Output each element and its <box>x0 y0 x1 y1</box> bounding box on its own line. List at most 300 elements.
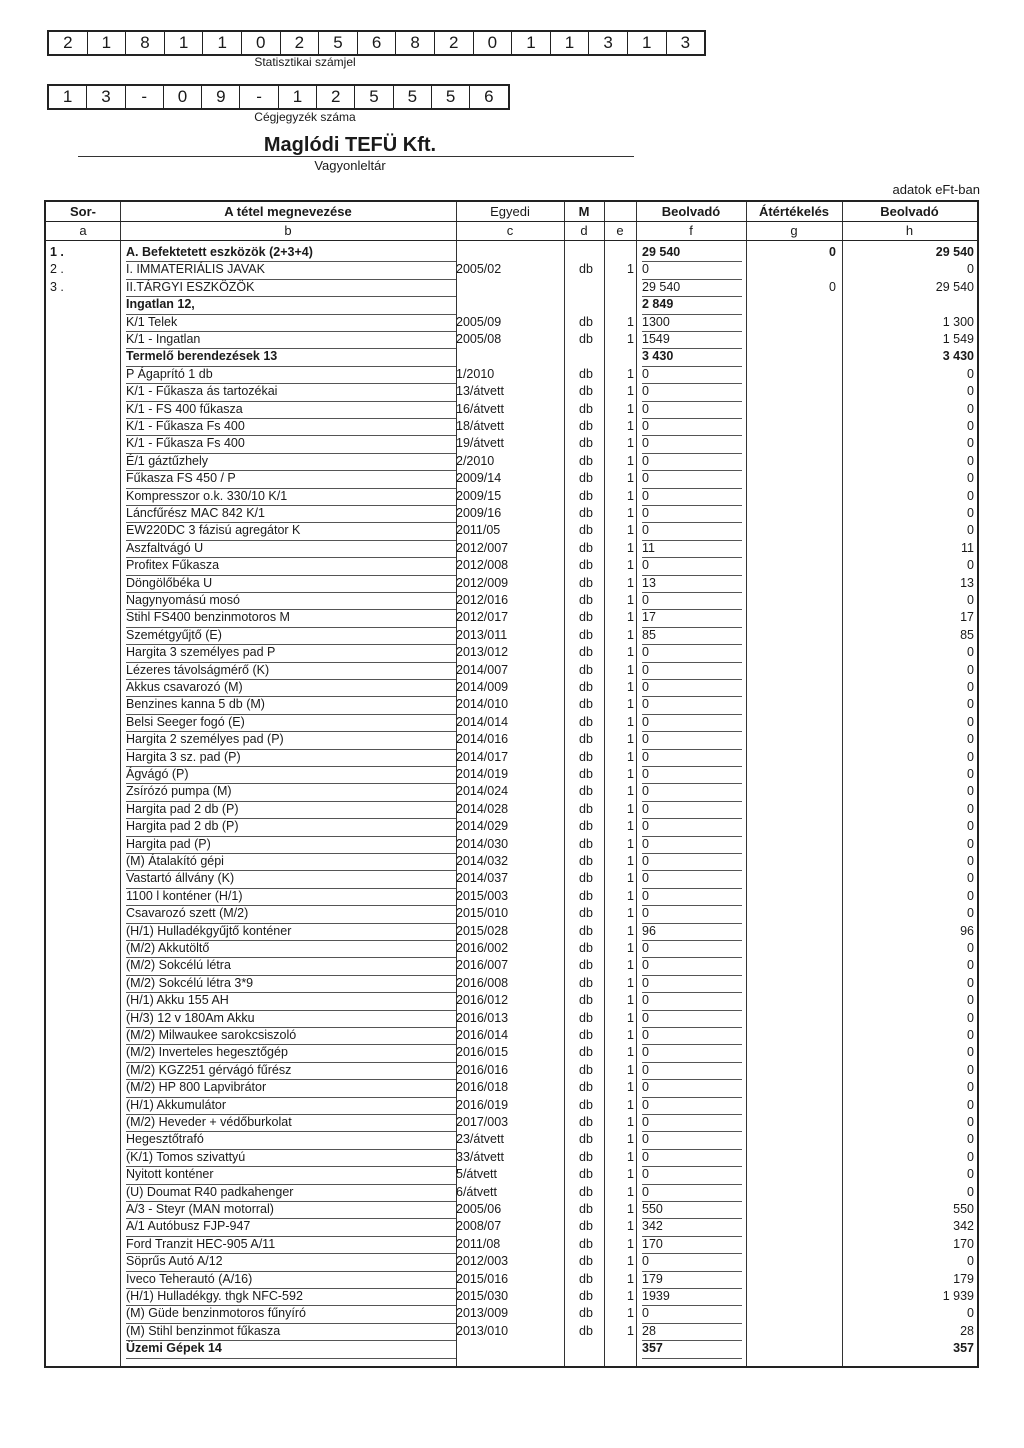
item-code: 23/átvett <box>456 1132 504 1147</box>
value-f: 0 <box>642 905 742 923</box>
item-unit: db <box>579 627 593 642</box>
value-h: 0 <box>967 680 974 694</box>
item-code: 2015/028 <box>456 923 509 938</box>
row-number <box>50 1218 100 1235</box>
table-row <box>46 1027 977 1044</box>
item-name: (M/2) Sokcélú létra <box>126 957 456 975</box>
item-unit: db <box>579 958 593 973</box>
table-row <box>46 314 977 331</box>
item-code: 1/2010 <box>456 366 495 381</box>
value-g <box>746 923 836 940</box>
item-name: Hargita pad (P) <box>126 836 456 854</box>
table-row <box>46 662 977 679</box>
item-unit: db <box>579 697 593 712</box>
table-row <box>46 331 977 348</box>
item-unit: db <box>579 1010 593 1025</box>
item-name: (M/2) Akkutöltő <box>126 940 456 958</box>
item-qty: 1 <box>627 1236 634 1251</box>
value-f: 0 <box>642 522 742 540</box>
item-name: Akkus csavarozó (M) <box>126 679 456 697</box>
value-h: 0 <box>967 871 974 886</box>
header-letter-row <box>46 221 977 241</box>
item-code: 2011/05 <box>456 523 501 538</box>
table-row <box>46 923 977 940</box>
value-f: 0 <box>642 418 742 436</box>
digit-box: 5 <box>355 86 393 108</box>
value-g <box>746 488 836 505</box>
item-name: Hargita 3 sz. pad (P) <box>126 749 456 767</box>
value-g <box>746 1114 836 1131</box>
item-code: 2016/016 <box>456 1062 509 1077</box>
table-row <box>46 383 977 400</box>
letter-c: c <box>506 223 514 238</box>
item-unit: db <box>579 1167 593 1182</box>
table-row <box>46 261 977 278</box>
item-code: 2014/010 <box>456 697 509 712</box>
item-code: 2013/009 <box>456 1306 509 1321</box>
item-unit: db <box>579 906 593 921</box>
value-f: 0 <box>642 505 742 523</box>
item-code: 2005/09 <box>456 314 502 329</box>
digit-box: 1 <box>628 32 667 54</box>
item-code: 2016/019 <box>456 1097 509 1112</box>
item-code: 5/átvett <box>456 1167 497 1182</box>
item-unit: db <box>579 1271 593 1286</box>
item-code: 2014/029 <box>456 819 509 834</box>
item-name: (M/2) Heveder + védőburkolat <box>126 1114 456 1132</box>
value-f: 0 <box>642 975 742 993</box>
item-name: (M/2) KGZ251 gérvágó fűrész <box>126 1062 456 1080</box>
company-name: Maglódi TEFÜ Kft. <box>263 134 437 156</box>
value-g <box>746 296 836 313</box>
value-g <box>746 1271 836 1288</box>
item-code <box>456 296 562 313</box>
value-f: 0 <box>642 783 742 801</box>
item-unit: db <box>579 854 593 868</box>
value-h: 0 <box>967 523 974 538</box>
value-f: 17 <box>642 609 742 627</box>
item-name: P Ágaprító 1 db <box>126 366 456 384</box>
row-number <box>50 818 100 835</box>
item-qty: 1 <box>627 1271 634 1286</box>
value-h: 0 <box>967 854 974 868</box>
table-row <box>46 505 977 522</box>
item-unit: db <box>579 610 593 625</box>
value-g <box>746 522 836 539</box>
item-code: 2016/008 <box>456 975 509 990</box>
value-f: 0 <box>642 592 742 610</box>
value-g <box>746 836 836 853</box>
value-h: 0 <box>967 975 974 990</box>
header-name: A tétel megnevezése <box>224 204 352 219</box>
item-name: Zsírózó pumpa (M) <box>126 783 456 801</box>
value-g <box>746 957 836 974</box>
item-code: 2014/016 <box>456 732 509 747</box>
item-qty: 1 <box>627 819 634 834</box>
item-qty: 1 <box>627 906 634 921</box>
row-number <box>50 522 100 539</box>
value-h: 85 <box>960 627 974 642</box>
value-g <box>746 1305 836 1322</box>
value-g <box>746 348 836 365</box>
value-g <box>746 540 836 557</box>
table-row <box>46 401 977 418</box>
item-code <box>456 279 562 296</box>
row-number <box>50 348 100 365</box>
value-g <box>746 940 836 957</box>
row-number <box>50 1010 100 1027</box>
item-unit: db <box>579 784 593 799</box>
item-qty: 1 <box>627 453 634 468</box>
item-qty: 1 <box>627 801 634 816</box>
item-unit: db <box>579 680 593 694</box>
value-f: 85 <box>642 627 742 645</box>
item-qty: 1 <box>627 593 634 607</box>
value-f: 0 <box>642 870 742 888</box>
row-number: 2 . <box>50 262 64 277</box>
item-qty: 1 <box>627 1097 634 1112</box>
digit-box: 1 <box>512 32 551 54</box>
value-h: 0 <box>967 714 974 729</box>
item-name: Hargita pad 2 db (P) <box>126 801 456 819</box>
item-name: Kompresszor o.k. 330/10 K/1 <box>126 488 456 506</box>
item-unit: db <box>579 593 593 607</box>
value-g <box>746 714 836 731</box>
value-h: 13 <box>960 575 974 590</box>
row-number <box>50 1253 100 1270</box>
digit-box: 2 <box>281 32 320 54</box>
row-number <box>50 644 100 661</box>
row-number <box>50 766 100 783</box>
row-number <box>50 1027 100 1044</box>
digit-box: 2 <box>435 32 474 54</box>
item-name: (M) Átalakító gépi <box>126 853 456 871</box>
table-row <box>46 992 977 1009</box>
value-h: 0 <box>967 732 974 747</box>
table-row <box>46 244 977 261</box>
value-g <box>746 1201 836 1218</box>
item-qty: 1 <box>627 767 634 781</box>
row-number <box>50 1131 100 1148</box>
item-qty: 1 <box>627 436 634 451</box>
header-sor: Sor- <box>70 204 96 219</box>
value-h: 0 <box>967 471 974 486</box>
item-unit: db <box>579 662 593 677</box>
item-name: I. IMMATERIÁLIS JAVAK <box>126 261 456 279</box>
item-name: Termelő berendezések 13 <box>126 348 456 366</box>
digit-box: 1 <box>49 86 87 108</box>
item-name: K/1 - Fűkasza Fs 400 <box>126 435 456 453</box>
item-unit: db <box>579 332 593 346</box>
item-qty <box>606 1340 634 1357</box>
digit-box: 9 <box>202 86 240 108</box>
item-code: 2014/014 <box>456 714 509 729</box>
table-row <box>46 783 977 800</box>
value-f: 29 540 <box>642 279 742 297</box>
value-h: 0 <box>967 488 974 503</box>
row-number <box>50 836 100 853</box>
row-number <box>50 853 100 870</box>
row-number <box>50 992 100 1009</box>
item-name: K/1 - Fűkasza ás tartozékai <box>126 383 456 401</box>
value-f: 550 <box>642 1201 742 1219</box>
item-unit: db <box>579 471 593 486</box>
item-qty: 1 <box>627 1219 634 1234</box>
item-name: (U) Doumat R40 padkahenger <box>126 1184 456 1202</box>
table-row <box>46 905 977 922</box>
item-name: Ágvágó (P) <box>126 766 456 784</box>
item-unit: db <box>579 1236 593 1251</box>
item-code: 18/átvett <box>456 419 504 433</box>
value-f: 0 <box>642 1114 742 1132</box>
item-code: 2014/028 <box>456 801 509 816</box>
value-h: 0 <box>967 1045 974 1060</box>
table-row <box>46 1184 977 1201</box>
value-f: 0 <box>642 731 742 749</box>
value-h: 0 <box>967 453 974 468</box>
value-h: 0 <box>967 1115 974 1129</box>
item-name: Belsi Seeger fogó (E) <box>126 714 456 732</box>
digit-box: 1 <box>165 32 204 54</box>
digit-box: 3 <box>589 32 628 54</box>
table-row <box>46 957 977 974</box>
document-title: Vagyonleltár <box>314 158 386 173</box>
item-code: 2008/07 <box>456 1219 502 1234</box>
item-qty: 1 <box>627 384 634 399</box>
row-number <box>50 905 100 922</box>
value-g <box>746 418 836 435</box>
item-name: (M/2) HP 800 Lapvibrátor <box>126 1079 456 1097</box>
item-qty: 1 <box>627 836 634 851</box>
digit-box: 6 <box>358 32 397 54</box>
item-unit: db <box>579 993 593 1008</box>
item-unit: db <box>579 1306 593 1321</box>
row-number <box>50 401 100 418</box>
item-unit: db <box>579 1289 593 1303</box>
value-h: 0 <box>967 419 974 433</box>
item-qty: 1 <box>627 262 634 277</box>
row-number <box>50 1062 100 1079</box>
row-number <box>50 1271 100 1288</box>
value-h: 96 <box>960 923 974 938</box>
value-h: 357 <box>953 1341 974 1356</box>
item-name: A. Befektetett eszközök (2+3+4) <box>126 244 456 262</box>
item-qty <box>606 279 634 296</box>
item-name: Szemétgyűjtő (E) <box>126 627 456 645</box>
item-qty: 1 <box>627 471 634 486</box>
item-name: K/1 - Fűkasza Fs 400 <box>126 418 456 436</box>
item-qty: 1 <box>627 1167 634 1182</box>
value-f: 0 <box>642 488 742 506</box>
value-g <box>746 749 836 766</box>
item-unit: db <box>579 1254 593 1269</box>
item-qty: 1 <box>627 662 634 677</box>
value-g <box>746 1010 836 1027</box>
item-unit: db <box>579 262 593 277</box>
item-unit: db <box>579 453 593 468</box>
value-h: 1 939 <box>942 1289 974 1303</box>
table-row <box>46 749 977 766</box>
value-f: 0 <box>642 383 742 401</box>
item-code: 16/átvett <box>456 401 504 416</box>
value-g: 0 <box>829 279 836 294</box>
value-g <box>746 1288 836 1305</box>
value-h: 0 <box>967 593 974 607</box>
item-name: (H/3) 12 v 180Am Akku <box>126 1010 456 1028</box>
item-unit: db <box>579 941 593 955</box>
digit-box: - <box>240 86 278 108</box>
item-qty: 1 <box>627 923 634 938</box>
item-code: 2015/010 <box>456 906 509 921</box>
value-h: 0 <box>967 662 974 677</box>
value-g <box>746 766 836 783</box>
table-row <box>46 644 977 661</box>
value-h: 0 <box>967 1149 974 1164</box>
row-number <box>50 575 100 592</box>
unit-note: adatok eFt-ban <box>892 182 980 197</box>
item-unit: db <box>579 1149 593 1164</box>
value-f: 0 <box>642 853 742 871</box>
item-code: 2015/030 <box>456 1289 509 1303</box>
value-h: 1 549 <box>942 332 974 346</box>
table-row <box>46 592 977 609</box>
item-name: Döngölőbéka U <box>126 575 456 593</box>
table-row <box>46 1044 977 1061</box>
registration-number-label: Cégjegyzék száma <box>254 110 356 124</box>
item-code: 2013/010 <box>456 1323 509 1338</box>
header-f: Beolvadó <box>661 204 721 219</box>
header-h: Beolvadó <box>880 204 939 219</box>
row-number <box>50 801 100 818</box>
value-f: 0 <box>642 1149 742 1167</box>
letter-g: g <box>790 223 798 238</box>
table-row <box>46 1149 977 1166</box>
value-h: 342 <box>953 1219 974 1234</box>
digit-box: 8 <box>126 32 165 54</box>
item-qty: 1 <box>627 714 634 729</box>
value-g <box>746 331 836 348</box>
value-f: 0 <box>642 1166 742 1184</box>
item-qty: 1 <box>627 732 634 747</box>
item-qty: 1 <box>627 958 634 973</box>
item-name: Csavarozó szett (M/2) <box>126 905 456 923</box>
item-unit: db <box>579 749 593 764</box>
table-row <box>46 279 977 296</box>
value-g <box>746 470 836 487</box>
item-name: K/1 Telek <box>126 314 456 332</box>
item-qty: 1 <box>627 314 634 329</box>
item-name: K/1 - Ingatlan <box>126 331 456 349</box>
item-code: 2012/008 <box>456 558 509 573</box>
digit-box: - <box>126 86 164 108</box>
value-f: 0 <box>642 957 742 975</box>
value-f: 0 <box>642 453 742 471</box>
row-number <box>50 366 100 383</box>
item-unit: db <box>579 506 593 520</box>
value-g <box>746 1166 836 1183</box>
row-number <box>50 975 100 992</box>
item-name: Hargita 3 személyes pad P <box>126 644 456 662</box>
table-row <box>46 1131 977 1148</box>
value-f: 0 <box>642 766 742 784</box>
value-f: 0 <box>642 679 742 697</box>
item-name: Fűkasza FS 450 / P <box>126 470 456 488</box>
value-f: 357 <box>642 1340 742 1358</box>
value-f: 3 430 <box>642 348 742 366</box>
value-f: 0 <box>642 1184 742 1202</box>
value-h: 0 <box>967 645 974 660</box>
row-number <box>50 1236 100 1253</box>
value-g <box>746 1079 836 1096</box>
value-h: 11 <box>961 540 974 555</box>
statistical-number-boxes <box>47 30 706 56</box>
header-code: Egyedi <box>490 204 530 219</box>
item-name: Söprűs Autó A/12 <box>126 1253 456 1271</box>
item-code: 2014/030 <box>456 836 509 851</box>
row-number <box>50 1044 100 1061</box>
item-unit: db <box>579 314 593 329</box>
value-h: 550 <box>953 1202 974 1216</box>
row-number <box>50 696 100 713</box>
letter-d: d <box>580 223 588 238</box>
value-g <box>746 366 836 383</box>
value-f: 1300 <box>642 314 742 332</box>
value-h: 0 <box>967 558 974 573</box>
item-unit: db <box>579 488 593 503</box>
table-row <box>46 1201 977 1218</box>
value-f: 0 <box>642 940 742 958</box>
item-qty: 1 <box>627 1202 634 1216</box>
digit-box: 2 <box>49 32 88 54</box>
letter-a: a <box>79 223 87 238</box>
value-h: 0 <box>967 906 974 921</box>
item-qty: 1 <box>627 871 634 886</box>
item-qty: 1 <box>627 1132 634 1147</box>
item-code: 2014/032 <box>456 854 509 868</box>
value-f: 13 <box>642 575 742 593</box>
row-number <box>50 1114 100 1131</box>
row-number <box>50 505 100 522</box>
table-row <box>46 853 977 870</box>
value-f: 0 <box>642 749 742 767</box>
row-number <box>50 1340 100 1357</box>
table-row <box>46 940 977 957</box>
item-name: Nyitott konténer <box>126 1166 456 1184</box>
value-g <box>746 1149 836 1166</box>
item-name: (M/2) Milwaukee sarokcsiszoló <box>126 1027 456 1045</box>
value-h: 29 540 <box>935 279 974 294</box>
letter-f: f <box>689 223 693 238</box>
item-unit: db <box>579 871 593 886</box>
row-number <box>50 592 100 609</box>
item-qty: 1 <box>627 610 634 625</box>
table-row <box>46 418 977 435</box>
value-g <box>746 1044 836 1061</box>
value-h: 1 300 <box>942 314 974 329</box>
table-row <box>46 627 977 644</box>
item-unit: db <box>579 975 593 990</box>
table-row <box>46 1218 977 1235</box>
value-h: 0 <box>967 1132 974 1147</box>
inventory-table <box>44 200 979 1368</box>
item-code: 2005/02 <box>456 262 502 277</box>
table-row <box>46 1305 977 1322</box>
table-row <box>46 696 977 713</box>
row-number <box>50 940 100 957</box>
value-g <box>746 505 836 522</box>
item-name: Ingatlan 12, <box>126 296 456 314</box>
value-g <box>746 1062 836 1079</box>
